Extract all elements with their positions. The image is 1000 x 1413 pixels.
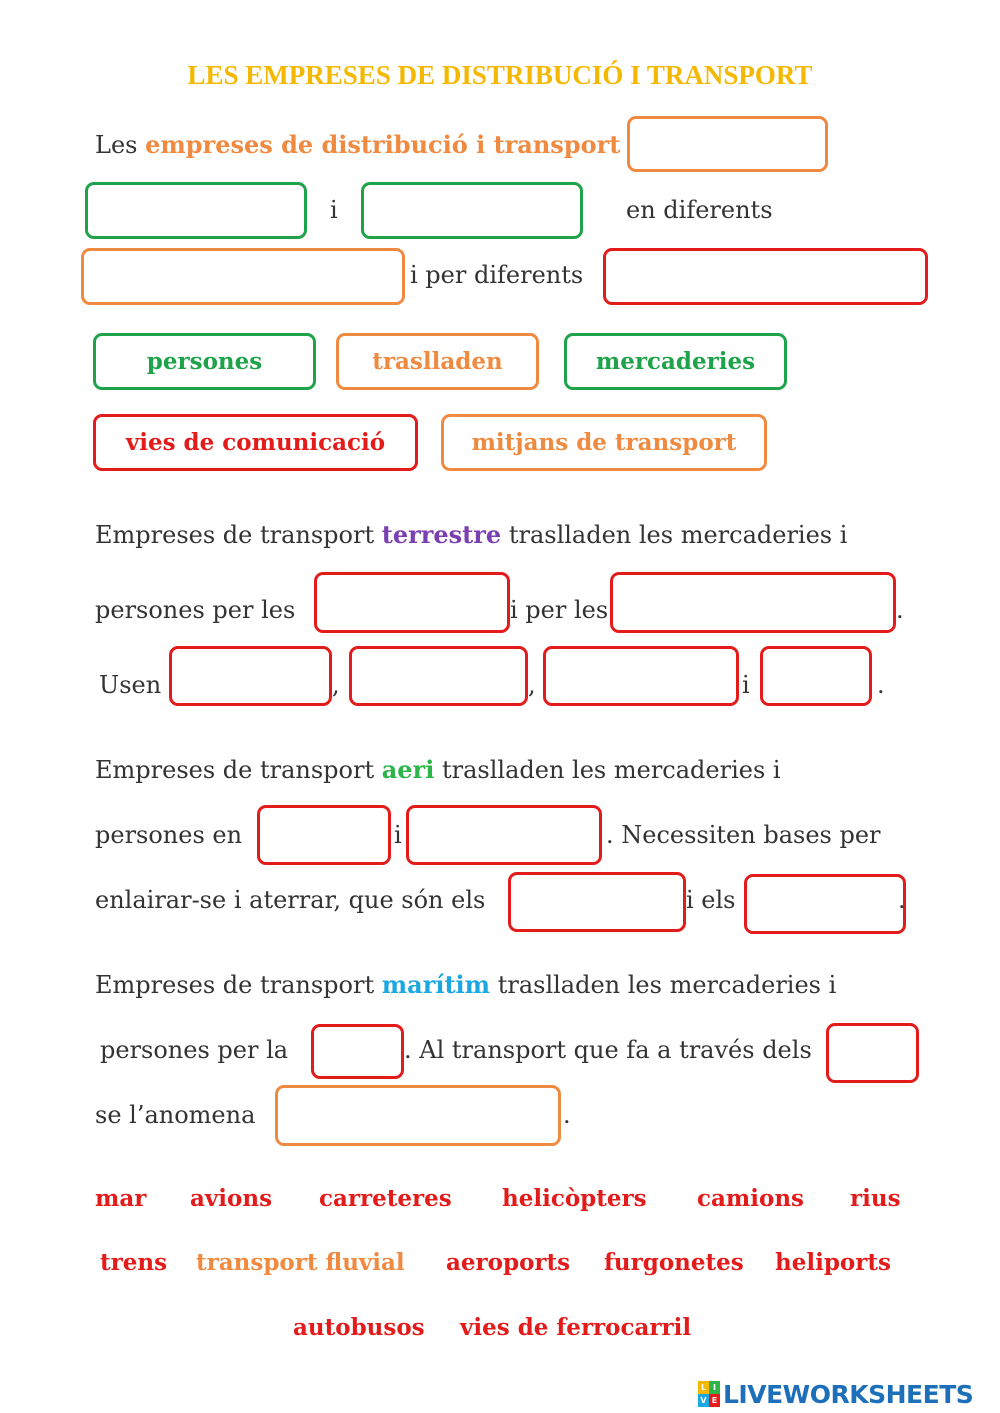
answer-box-5[interactable] [603, 248, 928, 305]
aeri-pre: Empreses de transport [95, 756, 375, 784]
word-mar[interactable]: mar [95, 1185, 147, 1212]
aeri-line2-b: . Necessiten bases per [606, 821, 881, 849]
word-helicopters[interactable]: helicòpters [502, 1185, 647, 1212]
terrestre-box-6[interactable] [760, 646, 872, 706]
terrestre-box-2[interactable] [610, 572, 896, 633]
intro-les: Les [95, 131, 138, 159]
maritim-line2-b: . Al transport que fa a través dels [404, 1036, 812, 1064]
terrestre-box-4[interactable] [349, 646, 528, 706]
logo-letter-l: L [698, 1381, 709, 1394]
maritim-highlight: marítim [381, 970, 491, 999]
terrestre-usen: Usen [99, 671, 162, 699]
liveworksheets-logo-icon [698, 1381, 720, 1407]
word-avions[interactable]: avions [190, 1185, 273, 1212]
conj-i: i [330, 196, 338, 224]
word-vies-de-ferrocarril[interactable]: vies de ferrocarril [460, 1314, 692, 1341]
terrestre-comma-2: , [528, 671, 536, 699]
aeri-box-1[interactable] [257, 805, 391, 865]
intro-text [95, 130, 620, 160]
answer-box-3[interactable] [361, 182, 583, 239]
maritim-box-1[interactable] [311, 1024, 404, 1079]
maritim-line3-end: . [563, 1101, 571, 1129]
text-i-per-diferents: i per diferents [410, 261, 584, 289]
terrestre-line2-a: persones per les [95, 596, 296, 624]
word-furgonetes[interactable]: furgonetes [604, 1249, 744, 1276]
maritim-box-3[interactable] [275, 1085, 561, 1146]
option-vies-de-comunicacio[interactable]: vies de comunicació [93, 414, 418, 471]
terrestre-comma-1: , [332, 671, 340, 699]
terrestre-line2-end: . [896, 596, 904, 624]
aeri-highlight: aeri [381, 755, 435, 784]
maritim-pre: Empreses de transport [95, 971, 375, 999]
aeri-line3-b: i els [686, 886, 736, 914]
terrestre-post: traslladen les mercaderies i [508, 521, 848, 549]
text-en-diferents: en diferents [626, 196, 773, 224]
aeri-conj-i: i [394, 821, 402, 849]
logo-letter-i: I [709, 1381, 720, 1394]
option-traslladen[interactable]: traslladen [336, 333, 539, 390]
logo-letter-e: E [709, 1394, 720, 1407]
option-persones[interactable]: persones [93, 333, 316, 390]
word-camions[interactable]: camions [697, 1185, 804, 1212]
maritim-line2-a: persones per la [100, 1036, 289, 1064]
option-mitjans-de-transport[interactable]: mitjans de transport [441, 414, 767, 471]
terrestre-line2-b: i per les [510, 596, 609, 624]
option-mercaderies[interactable]: mercaderies [564, 333, 787, 390]
terrestre-highlight: terrestre [381, 520, 502, 549]
maritim-line-1 [95, 970, 836, 1000]
aeri-post: traslladen les mercaderies i [441, 756, 781, 784]
answer-box-2[interactable] [85, 182, 307, 239]
aeri-line3-a: enlairar-se i aterrar, que són els [95, 886, 486, 914]
aeri-line2-a: persones en [95, 821, 243, 849]
page-title: LES EMPRESES DE DISTRIBUCIÓ I TRANSPORT [187, 60, 813, 90]
terrestre-line-1 [95, 520, 847, 550]
aeri-box-2[interactable] [406, 805, 602, 865]
word-heliports[interactable]: heliports [775, 1249, 891, 1276]
terrestre-box-3[interactable] [169, 646, 332, 706]
maritim-line3-a: se l’anomena [95, 1101, 256, 1129]
liveworksheets-logo-text: LIVEWORKSHEETS [723, 1379, 974, 1409]
intro-highlight: empreses de distribució i transport [145, 130, 621, 159]
aeri-box-4[interactable] [744, 874, 906, 934]
aeri-line3-end: . [898, 886, 906, 914]
maritim-post: traslladen les mercaderies i [497, 971, 837, 999]
word-transport-fluvial[interactable]: transport fluvial [196, 1249, 405, 1276]
answer-box-1[interactable] [627, 116, 828, 172]
terrestre-box-1[interactable] [314, 572, 510, 633]
word-carreteres[interactable]: carreteres [319, 1185, 452, 1212]
word-autobusos[interactable]: autobusos [293, 1314, 425, 1341]
logo-letter-v: V [698, 1394, 709, 1407]
answer-box-4[interactable] [81, 248, 405, 305]
word-aeroports[interactable]: aeroports [446, 1249, 571, 1276]
aeri-box-3[interactable] [508, 872, 686, 932]
terrestre-box-5[interactable] [543, 646, 739, 706]
liveworksheets-logo [698, 1378, 973, 1410]
terrestre-line3-end: . [877, 671, 885, 699]
terrestre-conj-i: i [742, 671, 750, 699]
terrestre-pre: Empreses de transport [95, 521, 375, 549]
word-rius[interactable]: rius [850, 1185, 901, 1212]
word-trens[interactable]: trens [100, 1249, 168, 1276]
aeri-line-1 [95, 755, 781, 785]
maritim-box-2[interactable] [826, 1023, 919, 1083]
